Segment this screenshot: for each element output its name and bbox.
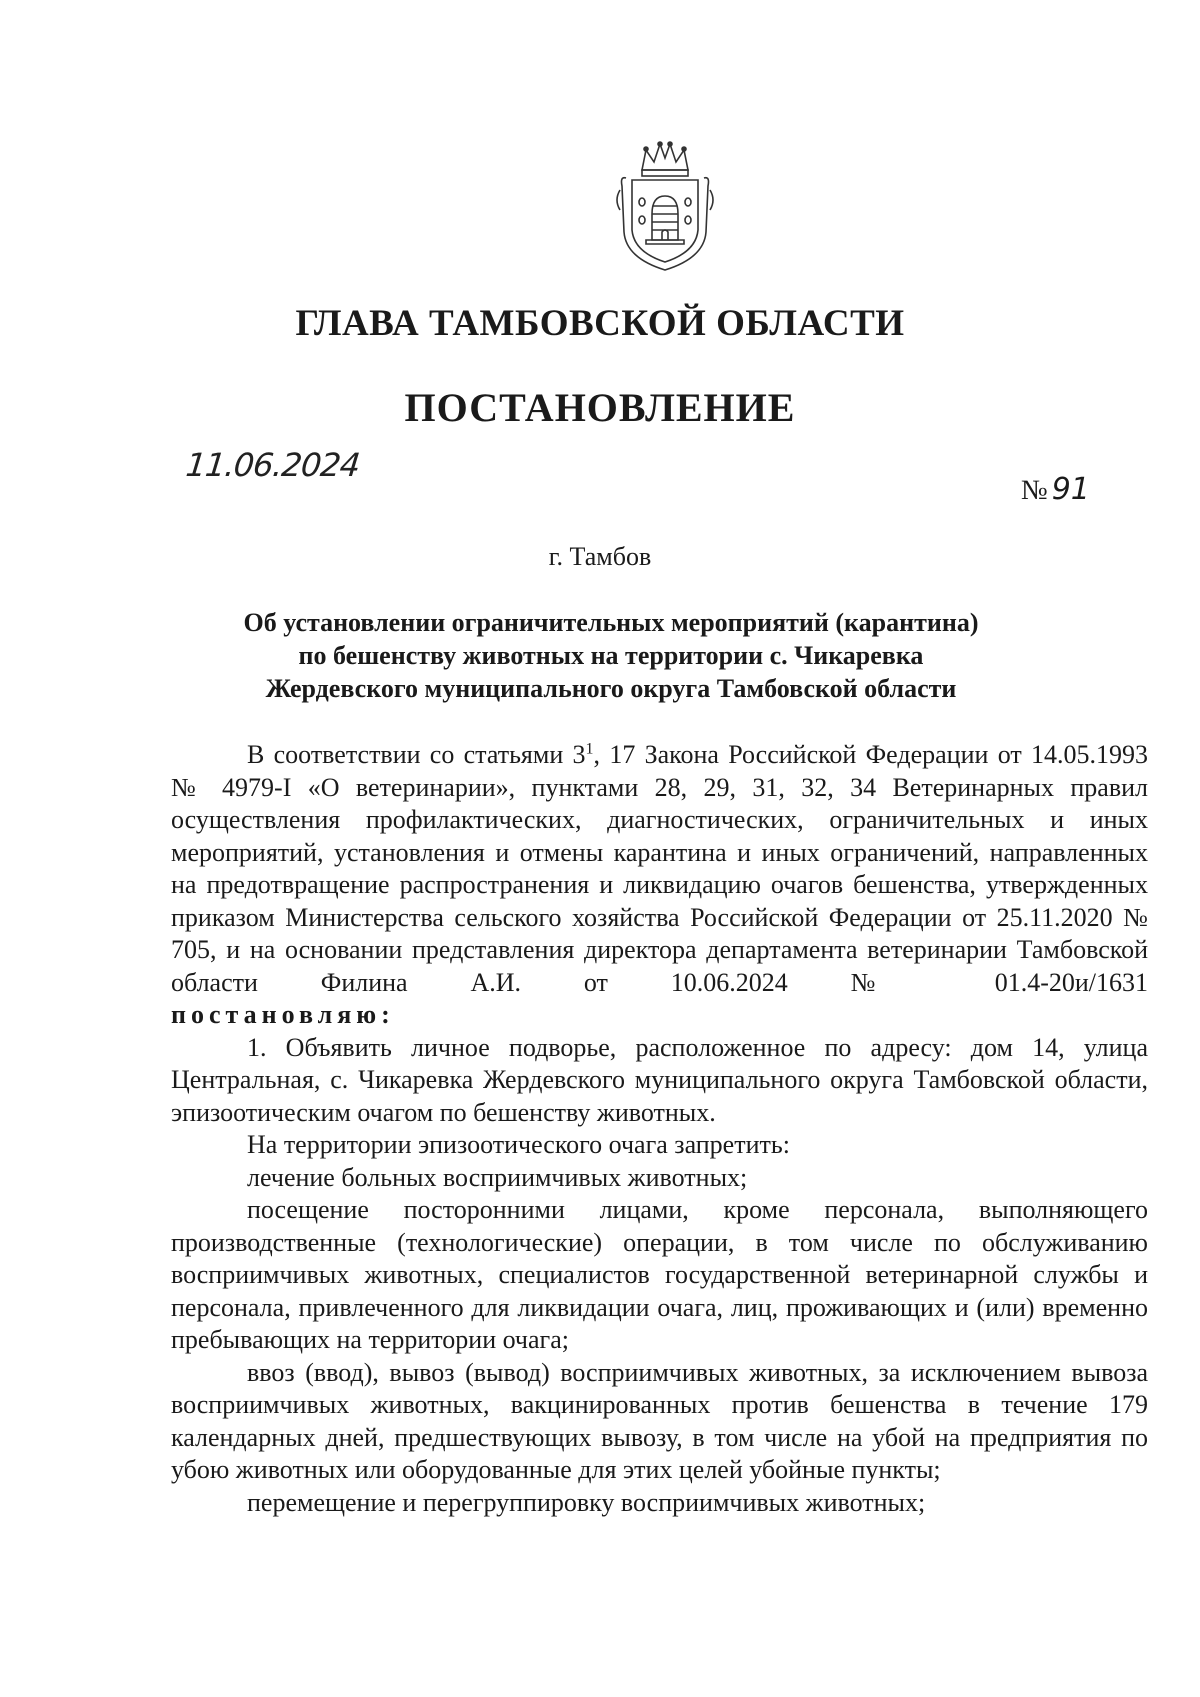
title-line: Об установлении ограничительных мероприятий (карантина): [243, 608, 979, 637]
body-paragraph: лечение больных восприимчивых животных;: [247, 1162, 748, 1192]
number-value: 91: [1051, 472, 1090, 507]
body-paragraph: посещение посторонними лицами, кроме персонала, выполняющего производственные (технологические) операции, в том числе по обслуживанию восприимчивых животных, специалистов государственной ветеринарной службы и персонала, привлеченного для ликвидации очага, лиц, проживающих и (или) временно пребывающих на территории очага;: [171, 1195, 1148, 1354]
body-paragraph: 1. Объявить личное подворье, расположенное по адресу: дом 14, улица Центральная, с. Чикаревка Жердевского муниципального округа Тамбовской области, эпизоотическим очагом по бешенству животных.: [171, 1032, 1148, 1127]
preamble-text: В соответствии со статьями 3: [247, 740, 586, 769]
document-number: [1021, 472, 1090, 507]
coat-of-arms-emblem: [612, 140, 718, 274]
number-sign: №: [1021, 475, 1048, 506]
document-body: [171, 739, 1148, 1519]
resolves-keyword: постановляю:: [171, 1000, 395, 1029]
resolution-word: [171, 999, 1148, 1032]
preamble-text: , 17 Закона Российской Федерации от 14.05.1993 № 4979-I «О ветеринарии», пунктами 28, 29, 31, 32, 34 Ветеринарных правил осуществления профилактических, диагностических, ограничительных и иных мероприятий, установления и отмены карантина и иных ограничений, направленных на предотвращение распространения и ликвидацию очагов бешенства, утвержденных приказом Министерства сельского хозяйства Российской Федерации от 25.11.2020 № 705, и на основании представления директора департамента ветеринарии Тамбовской области Филина А.И. от 10.06.2024 № 01.4-20и/1631: [171, 740, 1148, 997]
document-date: 11.06.2024: [184, 446, 362, 484]
body-paragraph: ввоз (ввод), вывоз (вывод) восприимчивых животных, за исключением вывоза восприимчивых животных, вакцинированных против бешенства в течение 179 календарных дней, предшествующих вывозу, в том числе на убой на предприятия по убою животных или оборудованные для этих целей убойные пункты;: [171, 1357, 1148, 1484]
body-paragraph: перемещение и перегруппировку восприимчивых животных;: [247, 1487, 926, 1517]
article-superscript: 1: [585, 740, 594, 758]
document-title: [170, 606, 1052, 705]
title-line: по бешенству животных на территории с. Чикаревка: [298, 641, 924, 670]
city-of-issue: г. Тамбов: [548, 542, 652, 571]
preamble-paragraph: [171, 739, 1148, 999]
body-paragraph: На территории эпизоотического очага запретить:: [247, 1130, 790, 1159]
document-type: ПОСТАНОВЛЕНИЕ: [404, 385, 796, 430]
issuing-authority: ГЛАВА ТАМБОВСКОЙ ОБЛАСТИ: [295, 303, 905, 344]
title-line: Жердевского муниципального округа Тамбовской области: [265, 674, 957, 703]
